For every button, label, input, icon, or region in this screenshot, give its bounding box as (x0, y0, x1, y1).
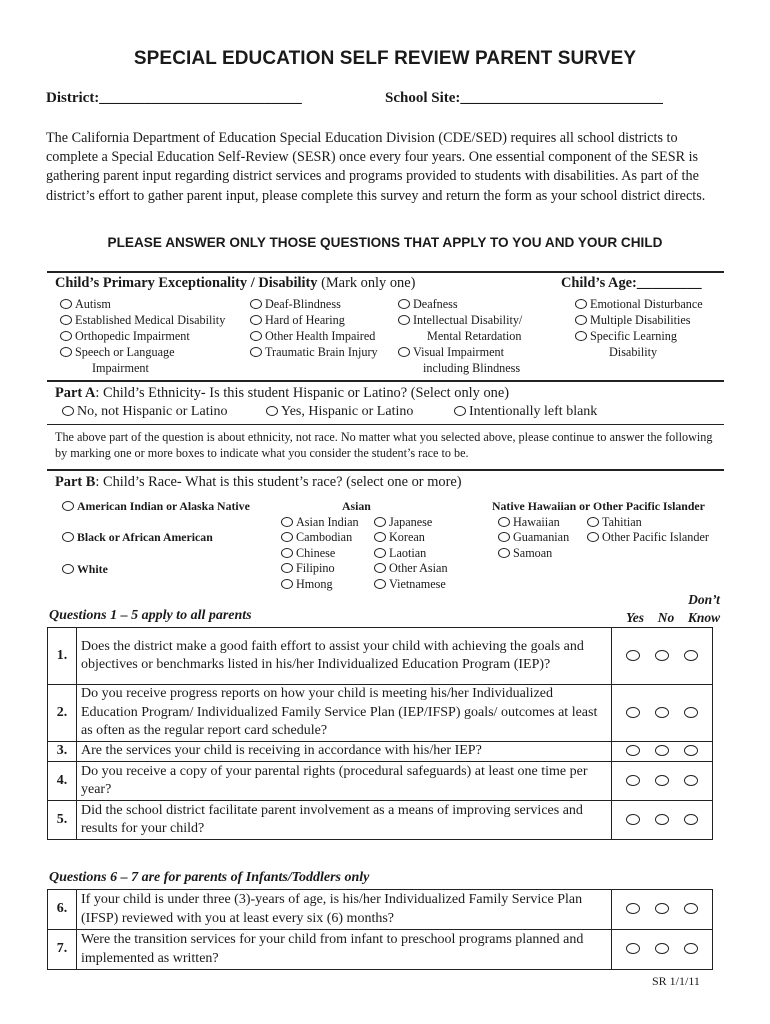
question-row (48, 628, 713, 685)
radio-icon (250, 331, 262, 341)
answer-cell (612, 742, 713, 762)
part-a-question: Part A: Child’s Ethnicity- Is this student Hispanic or Latino? (Select only one) (55, 385, 510, 401)
race-option-samoan[interactable]: Samoan (498, 546, 552, 561)
race-option-white[interactable]: White (62, 562, 108, 577)
radio-icon (454, 406, 466, 416)
disability-option-orthopedic[interactable]: Orthopedic Impairment (60, 329, 190, 344)
answer-no-radio[interactable] (655, 775, 669, 786)
answer-yes-radio[interactable] (626, 903, 640, 914)
radio-icon (62, 501, 74, 511)
disability-option-multiple[interactable]: Multiple Disabilities (575, 313, 691, 328)
radio-icon (498, 517, 510, 527)
question-text: Do you receive progress reports on how your child is meeting his/her Individualized Education Program/ Individualized Family Service Plan (IEP/IFSP) goals/ outcomes at least as often as the regular report card schedule? (77, 685, 612, 742)
district-field[interactable]: District:___________________________ (46, 90, 302, 106)
race-option-other-pacific[interactable]: Other Pacific Islander (587, 530, 709, 545)
answer-cell (612, 801, 713, 840)
question-row (48, 801, 713, 840)
child-age-field[interactable]: Child’s Age:_________ (561, 275, 702, 291)
answer-dont-know-radio[interactable] (684, 650, 698, 661)
disability-option-emotional[interactable]: Emotional Disturbance (575, 297, 703, 312)
radio-icon (398, 347, 410, 357)
question-row (48, 742, 713, 762)
disability-option-speech[interactable]: Speech or Language (60, 345, 175, 360)
race-option-japanese[interactable]: Japanese (374, 515, 432, 530)
answer-cell (612, 762, 713, 801)
answer-dont-know-radio[interactable] (684, 775, 698, 786)
radio-icon (250, 347, 262, 357)
race-option-tahitian[interactable]: Tahitian (587, 515, 642, 530)
disability-option-medical[interactable]: Established Medical Disability (60, 313, 225, 328)
section-divider (47, 271, 724, 273)
ethnicity-option-not-hispanic[interactable]: No, not Hispanic or Latino (62, 404, 227, 420)
disability-option-deaf-blindness[interactable]: Deaf-Blindness (250, 297, 341, 312)
disability-option-learning-cont: Disability (609, 345, 658, 359)
intro-paragraph: The California Department of Education Special Education Division (CDE/SED) requires all school districts to complete a Special Education Self-Review (SESR) once every four years. One essential component of the SESR is gathering parent input regarding district services and programs provided to students with disabilities. As part of the district’s effort to gather parent input, please complete this survey and return the form as your school district directs. (46, 130, 706, 204)
answer-cell (612, 930, 713, 970)
disability-option-visual-cont: including Blindness (423, 361, 521, 375)
answer-no-radio[interactable] (655, 814, 669, 825)
disability-option-other-health[interactable]: Other Health Impaired (250, 329, 375, 344)
radio-icon (281, 517, 293, 527)
question-text: Do you receive a copy of your parental rights (procedural safeguards) at least one time per year? (77, 762, 612, 801)
question-number: 1. (48, 628, 77, 685)
radio-icon (398, 315, 410, 325)
school-site-field[interactable]: School Site:___________________________ (385, 90, 663, 106)
section-divider (47, 424, 724, 425)
answer-instructions: PLEASE ANSWER ONLY THOSE QUESTIONS THAT APPLY TO YOU AND YOUR CHILD (107, 235, 663, 250)
answer-cell (612, 628, 713, 685)
race-option-cambodian[interactable]: Cambodian (281, 530, 352, 545)
race-option-other-asian[interactable]: Other Asian (374, 561, 448, 576)
radio-icon (60, 315, 72, 325)
ethnicity-option-blank[interactable]: Intentionally left blank (454, 404, 597, 420)
radio-icon (374, 517, 386, 527)
race-option-asian-indian[interactable]: Asian Indian (281, 515, 359, 530)
col-yes-label: Yes (626, 610, 644, 625)
answer-cell (612, 685, 713, 742)
race-option-hmong[interactable]: Hmong (281, 577, 333, 592)
radio-icon (374, 548, 386, 558)
answer-dont-know-radio[interactable] (684, 707, 698, 718)
questions-6-7-table (47, 889, 713, 970)
race-option-vietnamese[interactable]: Vietnamese (374, 577, 446, 592)
questions-6-7-heading: Questions 6 – 7 are for parents of Infants/Toddlers only (49, 870, 370, 885)
answer-yes-radio[interactable] (626, 775, 640, 786)
question-number: 3. (48, 742, 77, 762)
disability-option-visual[interactable]: Visual Impairment (398, 345, 504, 360)
asian-heading: Asian (342, 499, 371, 513)
page-title: SPECIAL EDUCATION SELF REVIEW PARENT SURVEY (133, 48, 637, 69)
question-number: 7. (48, 930, 77, 970)
race-option-filipino[interactable]: Filipino (281, 561, 335, 576)
radio-icon (575, 299, 587, 309)
radio-icon (60, 331, 72, 341)
race-option-chinese[interactable]: Chinese (281, 546, 335, 561)
col-no-label: No (657, 610, 675, 625)
disability-option-tbi[interactable]: Traumatic Brain Injury (250, 345, 378, 360)
answer-no-radio[interactable] (655, 903, 669, 914)
radio-icon (398, 299, 410, 309)
radio-icon (250, 299, 262, 309)
radio-icon (498, 548, 510, 558)
disability-heading: Child’s Primary Exceptionality / Disability (Mark only one) (55, 275, 416, 291)
radio-icon (587, 517, 599, 527)
disability-option-deafness[interactable]: Deafness (398, 297, 458, 312)
race-option-guamanian[interactable]: Guamanian (498, 530, 569, 545)
radio-icon (281, 579, 293, 589)
radio-icon (281, 563, 293, 573)
radio-icon (60, 299, 72, 309)
answer-yes-radio[interactable] (626, 707, 640, 718)
answer-cell (612, 890, 713, 930)
disability-option-intellectual[interactable]: Intellectual Disability/ (398, 313, 522, 328)
question-text: Were the transition services for your child from infant to preschool programs planned and implemented as written? (77, 930, 612, 970)
answer-dont-know-radio[interactable] (684, 814, 698, 825)
ethnicity-option-hispanic[interactable]: Yes, Hispanic or Latino (266, 404, 413, 420)
form-code: SR 1/1/11 (652, 974, 700, 988)
disability-option-intellectual-cont: Mental Retardation (427, 329, 522, 343)
question-row (48, 762, 713, 801)
answer-yes-radio[interactable] (626, 745, 640, 756)
answer-no-radio[interactable] (655, 650, 669, 661)
radio-icon (62, 564, 74, 574)
radio-icon (575, 331, 587, 341)
radio-icon (374, 563, 386, 573)
question-row (48, 685, 713, 742)
race-option-laotian[interactable]: Laotian (374, 546, 426, 561)
question-text: Does the district make a good faith effort to assist your child with achieving the goals and objectives or benchmarks listed in his/her Individualized Education Program (IEP)? (77, 628, 612, 685)
radio-icon (281, 532, 293, 542)
part-b-question: Part B: Child’s Race- What is this student’s race? (select one or more) (55, 474, 462, 490)
question-number: 6. (48, 890, 77, 930)
race-option-american-indian[interactable]: American Indian or Alaska Native (62, 499, 250, 514)
question-row (48, 930, 713, 970)
race-option-hawaiian[interactable]: Hawaiian (498, 515, 560, 530)
questions-1-5-table (47, 627, 713, 840)
radio-icon (281, 548, 293, 558)
answer-yes-radio[interactable] (626, 814, 640, 825)
race-option-black[interactable]: Black or African American (62, 530, 213, 545)
answer-dont-know-radio[interactable] (684, 903, 698, 914)
disability-option-hard-of-hearing[interactable]: Hard of Hearing (250, 313, 345, 328)
question-text: Are the services your child is receiving in accordance with his/her IEP? (77, 742, 612, 762)
disability-option-autism[interactable]: Autism (60, 297, 111, 312)
answer-yes-radio[interactable] (626, 650, 640, 661)
radio-icon (266, 406, 278, 416)
col-dont-know-label: Don’t Know (687, 592, 721, 625)
race-option-korean[interactable]: Korean (374, 530, 425, 545)
section-divider (47, 469, 724, 471)
radio-icon (587, 532, 599, 542)
radio-icon (575, 315, 587, 325)
ethnicity-note: The above part of the question is about ethnicity, not race. No matter what you selected above, please continue to answer the following by marking one or more boxes to indicate what you consider the student’s race to be. (55, 430, 713, 460)
question-text: If your child is under three (3)-years of age, is his/her Individualized Family Service Plan (IFSP) reviewed with you at least every six (6) months? (77, 890, 612, 930)
radio-icon (374, 532, 386, 542)
radio-icon (62, 532, 74, 542)
question-number: 5. (48, 801, 77, 840)
answer-yes-radio[interactable] (626, 943, 640, 954)
question-number: 2. (48, 685, 77, 742)
answer-no-radio[interactable] (655, 707, 669, 718)
question-row (48, 890, 713, 930)
radio-icon (250, 315, 262, 325)
disability-option-speech-cont: Impairment (92, 361, 149, 375)
radio-icon (62, 406, 74, 416)
question-text: Did the school district facilitate parent involvement as a means of improving services and results for your child? (77, 801, 612, 840)
answer-no-radio[interactable] (655, 943, 669, 954)
radio-icon (374, 579, 386, 589)
question-number: 4. (48, 762, 77, 801)
nhpi-heading: Native Hawaiian or Other Pacific Islander (492, 499, 705, 513)
answer-no-radio[interactable] (655, 745, 669, 756)
answer-dont-know-radio[interactable] (684, 745, 698, 756)
questions-1-5-heading: Questions 1 – 5 apply to all parents (49, 608, 252, 623)
section-divider (47, 380, 724, 382)
radio-icon (60, 347, 72, 357)
disability-option-learning[interactable]: Specific Learning (575, 329, 677, 344)
answer-dont-know-radio[interactable] (684, 943, 698, 954)
radio-icon (498, 532, 510, 542)
